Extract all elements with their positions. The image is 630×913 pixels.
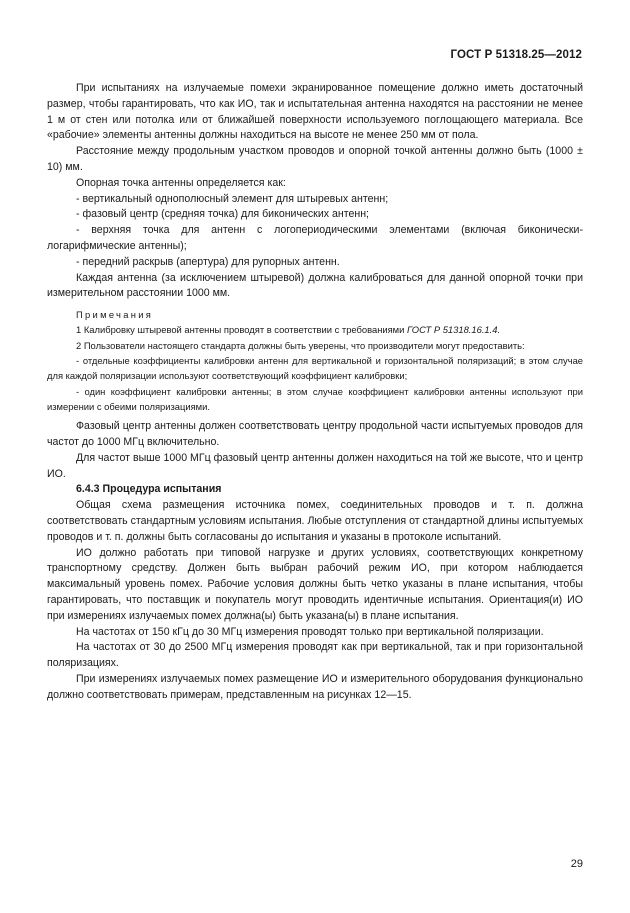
notes-title: Примечания [76,309,154,321]
paragraph: На частотах от 150 кГц до 30 МГц измерения проводят только при вертикальной поляризации. [76,625,544,638]
paragraph: На частотах от 30 до 2500 МГц измерения проводят как при вертикальной, так и при горизонтальной поляризациях. [47,641,583,670]
paragraph: Фазовый центр антенны должен соответствовать центру продольной части испытуемых проводов для частот до 1000 МГц включительно. [47,420,583,449]
paragraph: Опорная точка антенны определяется как: [76,176,286,189]
note-1-text: 1 Калибровку штыревой антенны проводят в соответствии с требованиями [76,324,407,336]
note-list-item: - один коэффициент калибровки антенны; в этом случае коэффициент калибровки антенны используют при измерении с обеими поляризациями. [47,385,583,412]
paragraph: При измерениях излучаемых помех размещение ИО и измерительного оборудования функционально должно соответствовать примерам, представленным на рисунках 12—15. [47,672,583,701]
paragraph: Общая схема размещения источника помех, соединительных проводов и т. п. должна соответствовать стандартным условиям испытания. Любые отступления от стандартной длины испытуемых проводов и т. п. должны быть согласованы до испытания и указаны в протоколе испытаний. [47,499,583,543]
list-item: - передний раскрыв (апертура) для рупорных антенн. [76,255,340,268]
document-body [47,81,583,704]
paragraph: ИО должно работать при типовой нагрузке и других условиях, соответствующих конкретному транспортному средству. Должен быть выбран рабочий режим ИО, при котором наблюдается максимальный уровень помех. Рабочие условия должны быть четко указаны в плане испытания, чтобы гарантировать, что поставщик и покупатель могут проводить идентичные испытания. Ориентация(и) ИО при измерениях излучаемых помех должна(ы) быть указана(ы) в плане испытания. [47,546,583,622]
list-item: - фазовый центр (средняя точка) для биконических антенн; [76,208,369,221]
notes-block [47,307,583,414]
note-1 [47,322,583,337]
paragraph: Каждая антенна (за исключением штыревой) должна калиброваться для данной опорной точки при измерительном расстоянии 1000 мм. [47,271,583,300]
paragraph: Расстояние между продольным участком проводов и опорной точкой антенны должно быть (1000 ± 10) мм. [47,145,583,173]
list-item: - верхняя точка для антенн с логопериодическими элементами (включая биконически-логарифмические антенны); [47,224,583,252]
standard-reference: ГОСТ Р 51318.16.1.4. [406,324,501,336]
list-item: - вертикальный однополюсный элемент для штыревых антенн; [76,192,389,205]
paragraph: Для частот выше 1000 МГц фазовый центр антенны должен находиться на той же высоте, что и центр ИО. [47,451,583,480]
note-2: 2 Пользователи настоящего стандарта должны быть уверены, что производители могут предоставить: [76,339,525,351]
paragraph: При испытаниях на излучаемые помехи экранированное помещение должно иметь достаточный размер, чтобы гарантировать, что как ИО, так и испытательная антенна находятся на расстоянии не менее 1 м от стен или потолка или от ближайшей поверхности используемого поглощающего материала. Все «рабочие» элементы антенны должны находиться на высоте не менее 250 мм от пола. [47,82,583,142]
section-heading: 6.4.3 Процедура испытания [76,483,222,496]
standard-designation: ГОСТ Р 51318.25—2012 [450,49,582,61]
note-list-item: - отдельные коэффициенты калибровки антенн для вертикальной и горизонтальной поляризаций; в этом случае для каждой поляризации используют соответствующий коэффициент калибровки; [47,355,583,382]
page-number: 29 [570,858,583,870]
